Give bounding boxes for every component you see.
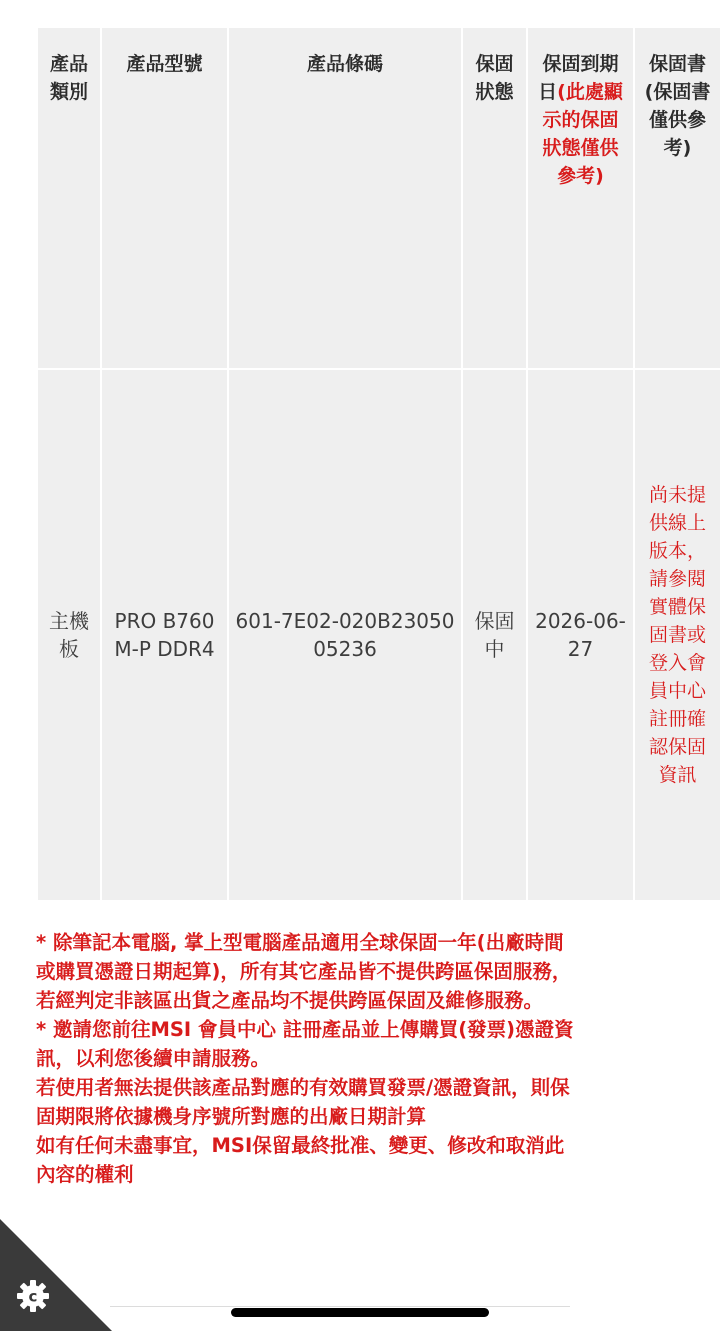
note-global-warranty: * 除筆記本電腦, 掌上型電腦產品適用全球保固一年(出廠時間或購買憑證日期起算)，所有其它產品皆不提供跨區保固服務，若經判定非該區出貨之產品均不提供跨區保固及維修服務。	[36, 931, 572, 1012]
header-status: 保固狀態	[462, 27, 527, 369]
cell-status: 保固中	[462, 369, 527, 901]
note-invoice: 若使用者無法提供該產品對應的有效購買發票/憑證資訊，則保固期限將依據機身序號所對應的出廠日期計算	[36, 1076, 570, 1128]
home-indicator[interactable]	[231, 1308, 489, 1317]
cell-expiry: 2026-06-27	[527, 369, 634, 901]
header-model: 產品型號	[101, 27, 228, 369]
gear-c-icon[interactable]	[14, 1277, 52, 1315]
svg-text:c: c	[28, 1287, 38, 1306]
note-rights: 如有任何未盡事宜，MSI保留最終批准、變更、修改和取消此內容的權利	[36, 1134, 565, 1186]
cell-barcode: 601-7E02-020B2305005236	[228, 369, 462, 901]
cell-warranty-doc: 尚未提供線上版本，請參閱實體保固書或登入會員中心註冊確認保固資訊	[634, 369, 720, 901]
warranty-notes	[36, 928, 576, 1189]
header-expiry-note: (此處顯示的保固狀態僅供參考)	[542, 81, 623, 187]
header-barcode: 產品條碼	[228, 27, 462, 369]
warranty-table	[36, 26, 720, 902]
note-member-center: * 邀請您前往MSI 會員中心 註冊產品並上傳購買(發票)憑證資訊，以利您後續申請服務。	[36, 1018, 574, 1070]
table-row	[37, 369, 720, 901]
header-expiry: 保固到期日(此處顯示的保固狀態僅供參考)	[527, 27, 634, 369]
header-category: 產品類別	[37, 27, 101, 369]
table-header-row	[37, 27, 720, 369]
warranty-table-container	[36, 26, 720, 902]
cell-category: 主機板	[37, 369, 101, 901]
bottom-divider	[110, 1306, 570, 1307]
cell-model: PRO B760M-P DDR4	[101, 369, 228, 901]
header-warranty-doc: 保固書(保固書僅供參考)	[634, 27, 720, 369]
